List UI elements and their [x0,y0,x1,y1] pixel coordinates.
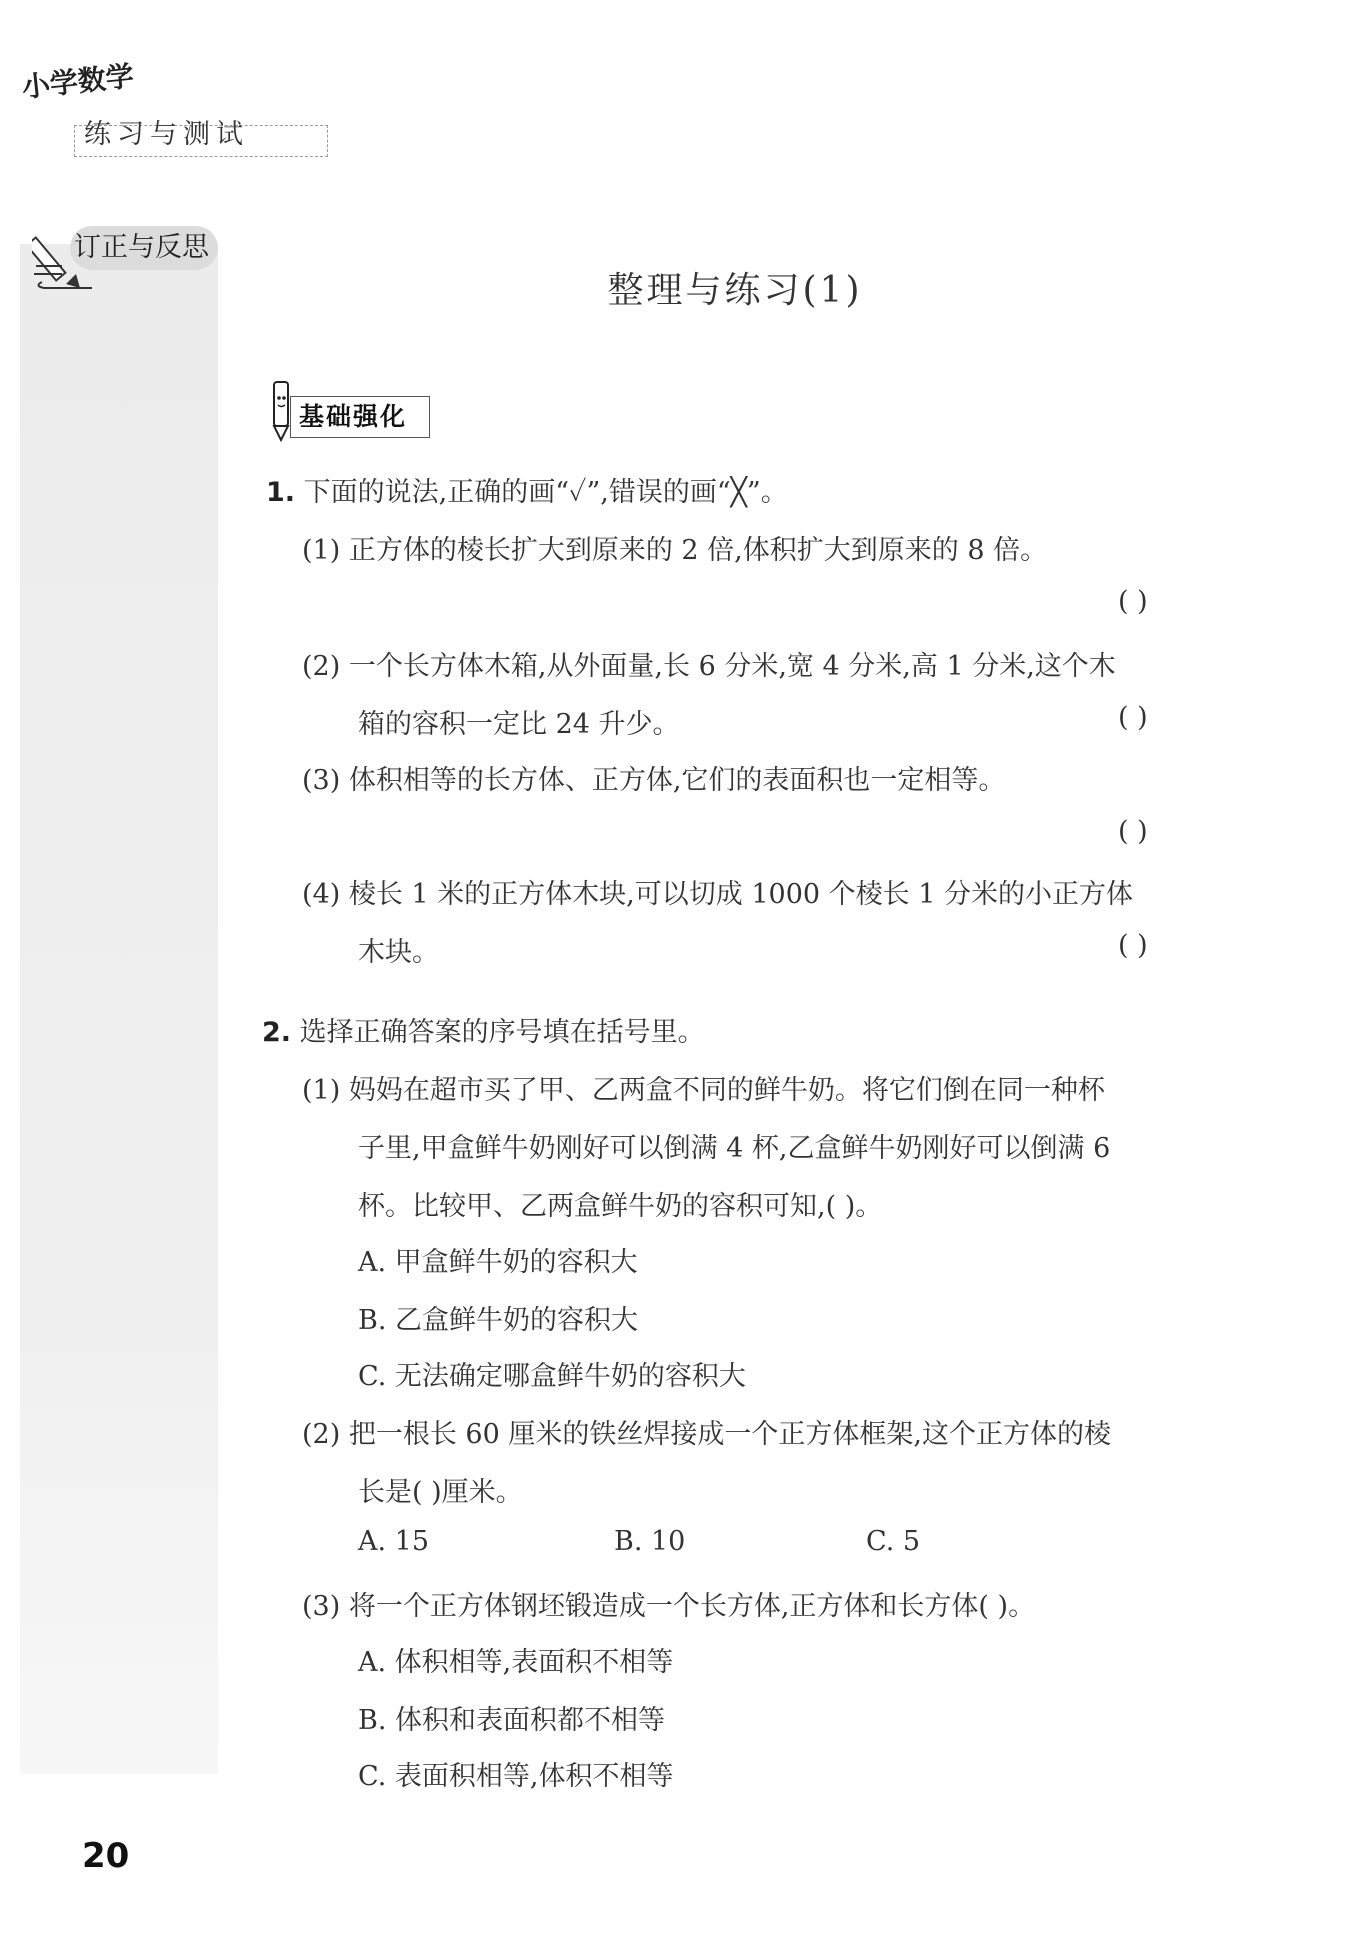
item-text-continued: 杯。比较甲、乙两盒鲜牛奶的容积可知,( )。 [358,1191,883,1222]
answer-parentheses: ( ) [1118,586,1148,617]
item-text: 妈妈在超市买了甲、乙两盒不同的鲜牛奶。将它们倒在同一种杯 [348,1075,1105,1106]
answer-parentheses: ( ) [1118,930,1148,961]
q2-item-3 [302,1584,1035,1623]
q2-item-1 [302,1068,1105,1107]
item-text: 把一根长 60 厘米的铁丝焊接成一个正方体框架,这个正方体的棱 [348,1419,1111,1450]
item-label: (3) [302,1591,341,1622]
option-b: B. 10 [614,1526,686,1557]
item-text: 正方体的棱长扩大到原来的 2 倍,体积扩大到原来的 8 倍。 [348,535,1048,566]
item-text-continued: 箱的容积一定比 24 升少。 [358,709,680,740]
page-title: 整理与练习(1) [607,270,863,311]
answer-parentheses: ( ) [1118,702,1148,733]
page-number: 20 [82,1836,130,1876]
question-2 [262,1010,705,1049]
question-number: 1. [266,477,296,508]
item-label: (4) [302,879,341,910]
correction-label: 订正与反思 [70,226,218,270]
option-a: A. 体积相等,表面积不相等 [358,1647,674,1678]
option-a: A. 甲盒鲜牛奶的容积大 [358,1247,638,1278]
section-label: 基础强化 [290,396,430,438]
question-text: 下面的说法,正确的画“✓”,错误的画“╳”。 [303,477,788,508]
question-number: 2. [262,1017,292,1048]
q2-item-2 [302,1412,1111,1451]
brand-subtitle: 练习与测试 [84,119,249,150]
item-text: 将一个正方体钢坯锻造成一个长方体,正方体和长方体( )。 [348,1591,1036,1622]
option-b: B. 体积和表面积都不相等 [358,1705,666,1736]
brand-title: 小学数学 [20,59,136,104]
option-c: C. 表面积相等,体积不相等 [358,1761,674,1792]
q1-item-1 [302,528,1047,567]
item-text: 一个长方体木箱,从外面量,长 6 分米,宽 4 分米,高 1 分米,这个木 [348,651,1116,682]
q1-item-4 [302,872,1133,911]
option-c: C. 5 [866,1526,921,1557]
question-text: 选择正确答案的序号填在括号里。 [299,1017,705,1048]
item-label: (2) [302,1419,341,1450]
option-a: A. 15 [358,1526,430,1557]
item-label: (1) [302,535,341,566]
q1-item-3 [302,758,1005,797]
item-text-continued: 子里,甲盒鲜牛奶刚好可以倒满 4 杯,乙盒鲜牛奶刚好可以倒满 6 [358,1133,1111,1164]
item-label: (1) [302,1075,341,1106]
correction-column [20,244,218,1774]
question-1 [266,470,788,509]
item-text-continued: 木块。 [358,937,439,968]
item-text: 体积相等的长方体、正方体,它们的表面积也一定相等。 [348,765,1006,796]
item-label: (2) [302,651,341,682]
item-text: 棱长 1 米的正方体木块,可以切成 1000 个棱长 1 分米的小正方体 [348,879,1133,910]
option-b: B. 乙盒鲜牛奶的容积大 [358,1305,639,1336]
option-c: C. 无法确定哪盒鲜牛奶的容积大 [358,1361,746,1392]
answer-parentheses: ( ) [1118,816,1148,847]
q1-item-2 [302,644,1116,683]
item-text-continued: 长是( )厘米。 [358,1477,523,1508]
item-label: (3) [302,765,341,796]
